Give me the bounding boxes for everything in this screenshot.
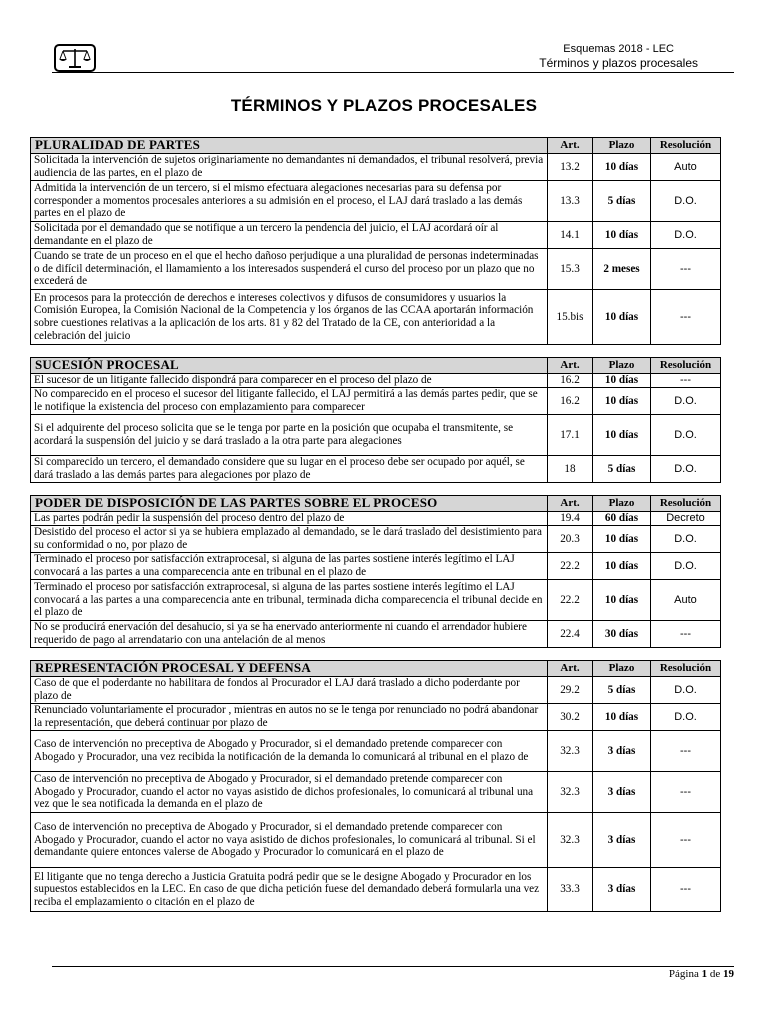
row-description: Desistido del proceso el actor si ya se hubiera emplazado al demandado, se le dará traslado del desistimiento para su conformidad o no, por plazo de — [31, 526, 548, 553]
section-header-row — [31, 496, 721, 512]
section-title: REPRESENTACIÓN PROCESAL Y DEFENSA — [31, 661, 548, 677]
row-deadline: 3 días — [593, 731, 651, 772]
column-header-plazo: Plazo — [593, 358, 651, 374]
section-gap — [30, 483, 720, 495]
row-resolution: D.O. — [651, 526, 721, 553]
column-header-art: Art. — [548, 661, 593, 677]
row-deadline: 3 días — [593, 868, 651, 912]
row-description: Caso de intervención no preceptiva de Abogado y Procurador, si el demandado pretende comparecer con Abogado y Procurador, cuando el actor no vayas asistido de dichos profesionales, lo comunicará al tribunal una vez que le sea notificada la demanda en el plazo de — [31, 772, 548, 813]
section-table — [30, 660, 721, 912]
row-resolution: D.O. — [651, 388, 721, 415]
footer-page-of: de — [709, 968, 721, 980]
row-deadline: 10 días — [593, 415, 651, 456]
footer-page-number: 1 — [701, 968, 708, 980]
row-deadline: 10 días — [593, 526, 651, 553]
column-header-resolucion: Resolución — [651, 496, 721, 512]
row-description: El sucesor de un litigante fallecido dispondrá para comparecer en el proceso del plazo de — [31, 374, 548, 388]
row-deadline: 60 días — [593, 512, 651, 526]
table-row — [31, 813, 721, 868]
column-header-resolucion: Resolución — [651, 661, 721, 677]
row-description: Caso de intervención no preceptiva de Abogado y Procurador, si el demandado pretende comparecer con Abogado y Procurador, cuando el actor no vaya asistido de dichos profesionales, lo comunicará al tribunal. Si el demandante quiere entonces valerse de Abogado y Procurador lo comunicará en el plazo de — [31, 813, 548, 868]
row-deadline: 5 días — [593, 181, 651, 222]
table-row — [31, 456, 721, 483]
table-row — [31, 526, 721, 553]
row-deadline: 10 días — [593, 222, 651, 249]
row-description: Solicitada la intervención de sujetos originariamente no demandantes ni demandados, el tribunal resolverá, previa audiencia de las partes, en el plazo de — [31, 154, 548, 181]
row-deadline: 10 días — [593, 580, 651, 621]
row-deadline: 3 días — [593, 772, 651, 813]
row-article: 32.3 — [548, 813, 593, 868]
sections-container — [30, 137, 720, 912]
row-article: 20.3 — [548, 526, 593, 553]
table-row — [31, 181, 721, 222]
row-deadline: 5 días — [593, 677, 651, 704]
footer-page-total: 19 — [723, 968, 734, 980]
row-deadline: 10 días — [593, 154, 651, 181]
header-line-series: Esquemas 2018 - LEC — [563, 43, 674, 55]
section-table — [30, 495, 721, 648]
column-header-art: Art. — [548, 358, 593, 374]
row-description: No comparecido en el proceso el sucesor del litigante fallecido, el LAJ permitirá a las demás partes pedir, que se le notifique la existencia del proceso con emplazamiento para comparecer — [31, 388, 548, 415]
row-deadline: 10 días — [593, 290, 651, 345]
column-header-plazo: Plazo — [593, 496, 651, 512]
row-resolution: D.O. — [651, 704, 721, 731]
row-article: 15.3 — [548, 249, 593, 290]
section-header-row — [31, 138, 721, 154]
row-article: 22.2 — [548, 553, 593, 580]
row-deadline: 10 días — [593, 374, 651, 388]
footer-divider — [52, 966, 734, 967]
row-description: Si comparecido un tercero, el demandado considere que su lugar en el proceso debe ser ocupado por aquél, se dará traslado a las demás partes para alegaciones por plazo de — [31, 456, 548, 483]
row-resolution: D.O. — [651, 677, 721, 704]
page-footer — [669, 968, 734, 980]
row-deadline: 3 días — [593, 813, 651, 868]
row-resolution: --- — [651, 249, 721, 290]
row-resolution: D.O. — [651, 456, 721, 483]
row-description: Admitida la intervención de un tercero, si el mismo efectuara alegaciones necesarias para su defensa por corresponder a momentos procesales anteriores a su admisión en el proceso, el LAJ dará traslado a las demás partes en el plazo de — [31, 181, 548, 222]
table-row — [31, 677, 721, 704]
row-article: 32.3 — [548, 772, 593, 813]
row-description: Solicitada por el demandado que se notifique a un tercero la pendencia del juicio, el LAJ acordará oír al demandante en el plazo de — [31, 222, 548, 249]
row-resolution: --- — [651, 374, 721, 388]
row-article: 29.2 — [548, 677, 593, 704]
row-article: 16.2 — [548, 374, 593, 388]
row-article: 33.3 — [548, 868, 593, 912]
section-title: PLURALIDAD DE PARTES — [31, 138, 548, 154]
table-row — [31, 222, 721, 249]
table-row — [31, 290, 721, 345]
row-article: 13.2 — [548, 154, 593, 181]
footer-page-prefix: Página — [668, 968, 699, 980]
column-header-resolucion: Resolución — [651, 138, 721, 154]
row-article: 32.3 — [548, 731, 593, 772]
page-header — [52, 40, 734, 73]
row-article: 17.1 — [548, 415, 593, 456]
row-deadline: 10 días — [593, 388, 651, 415]
row-deadline: 30 días — [593, 621, 651, 648]
row-resolution: Auto — [651, 580, 721, 621]
table-row — [31, 415, 721, 456]
row-deadline: 10 días — [593, 553, 651, 580]
header-title-block — [539, 42, 698, 70]
row-resolution: --- — [651, 290, 721, 345]
row-description: En procesos para la protección de derechos e intereses colectivos y difusos de consumidores y usuarios la Comisión Europea, la Comisión Nacional de la Competencia y los órganos de las CCAA aportarán información sobre cuestiones relativas a la aplicación de los arts. 81 y 82 del Tratado de la CE, con anterioridad a la celebración del juicio — [31, 290, 548, 345]
row-article: 15.bis — [548, 290, 593, 345]
column-header-resolucion: Resolución — [651, 358, 721, 374]
row-deadline: 5 días — [593, 456, 651, 483]
table-row — [31, 731, 721, 772]
section-gap — [30, 648, 720, 660]
page-title: TÉRMINOS Y PLAZOS PROCESALES — [230, 96, 538, 115]
scales-of-justice-logo-icon — [54, 44, 96, 72]
row-resolution: D.O. — [651, 222, 721, 249]
row-resolution: D.O. — [651, 553, 721, 580]
section-header-row — [31, 358, 721, 374]
column-header-art: Art. — [548, 496, 593, 512]
row-article: 13.3 — [548, 181, 593, 222]
row-description: El litigante que no tenga derecho a Justicia Gratuita podrá pedir que se le designe Abogado y Procurador en los supuestos establecidos en la LEC. En caso de que dicha petición fuese del demandado deberá formularla una vez reciba el emplazamiento o citación en el plazo de — [31, 868, 548, 912]
row-description: Si el adquirente del proceso solicita que se le tenga por parte en la posición que ocupaba el transmitente, se acordará la suspensión del juicio y se dará traslado a la otra parte para alegaciones — [31, 415, 548, 456]
table-row — [31, 249, 721, 290]
row-resolution: D.O. — [651, 415, 721, 456]
row-description: Cuando se trate de un proceso en el que el hecho dañoso perjudique a una pluralidad de personas indeterminadas o de difícil determinación, el llamamiento a los interesados suspenderá el curso del proceso por un plazo que no excederá de — [31, 249, 548, 290]
header-line-topic: Términos y plazos procesales — [539, 56, 698, 70]
table-row — [31, 154, 721, 181]
row-resolution: --- — [651, 731, 721, 772]
section-gap — [30, 345, 720, 357]
table-row — [31, 553, 721, 580]
row-description: Renunciado voluntariamente el procurador , mientras en autos no se le tenga por renunciado no podrá abandonar la representación, que deberá continuar por plazo de — [31, 704, 548, 731]
row-article: 16.2 — [548, 388, 593, 415]
row-deadline: 2 meses — [593, 249, 651, 290]
table-row — [31, 621, 721, 648]
table-row — [31, 704, 721, 731]
row-description: Terminado el proceso por satisfacción extraprocesal, si alguna de las partes sostiene interés legítimo el LAJ convocará a las partes a una comparecencia ante en tribunal, terminada dicha comparecencia el tribunal decide en el plazo de — [31, 580, 548, 621]
row-resolution: --- — [651, 868, 721, 912]
row-description: Las partes podrán pedir la suspensión del proceso dentro del plazo de — [31, 512, 548, 526]
row-resolution: --- — [651, 813, 721, 868]
section-table — [30, 137, 721, 345]
row-article: 30.2 — [548, 704, 593, 731]
column-header-plazo: Plazo — [593, 661, 651, 677]
row-description: Caso de que el poderdante no habilitara de fondos al Procurador el LAJ dará traslado a dicho poderdante por plazo de — [31, 677, 548, 704]
row-resolution: --- — [651, 621, 721, 648]
column-header-art: Art. — [548, 138, 593, 154]
row-article: 18 — [548, 456, 593, 483]
row-resolution: Auto — [651, 154, 721, 181]
row-description: No se producirá enervación del desahucio, si ya se ha enervado anteriormente ni cuando el arrendador hubiere requerido de pago al arrendatario con una antelación de al menos — [31, 621, 548, 648]
table-row — [31, 512, 721, 526]
row-article: 22.4 — [548, 621, 593, 648]
table-row — [31, 772, 721, 813]
section-header-row — [31, 661, 721, 677]
column-header-plazo: Plazo — [593, 138, 651, 154]
section-table — [30, 357, 721, 483]
section-title: SUCESIÓN PROCESAL — [31, 358, 548, 374]
row-article: 14.1 — [548, 222, 593, 249]
row-resolution: D.O. — [651, 181, 721, 222]
row-description: Caso de intervención no preceptiva de Abogado y Procurador, si el demandado pretende comparecer con Abogado y Procurador, una vez recibida la notificación de la demanda lo comunicará al tribunal en el plazo de — [31, 731, 548, 772]
table-row — [31, 374, 721, 388]
row-deadline: 10 días — [593, 704, 651, 731]
row-resolution: --- — [651, 772, 721, 813]
row-description: Terminado el proceso por satisfacción extraprocesal, si alguna de las partes sostiene interés legítimo el LAJ convocará a las partes a una comparecencia ante en tribunal en el plazo de — [31, 553, 548, 580]
row-article: 22.2 — [548, 580, 593, 621]
table-row — [31, 580, 721, 621]
row-article: 19.4 — [548, 512, 593, 526]
row-resolution: Decreto — [651, 512, 721, 526]
table-row — [31, 388, 721, 415]
table-row — [31, 868, 721, 912]
section-title: PODER DE DISPOSICIÓN DE LAS PARTES SOBRE EL PROCESO — [31, 496, 548, 512]
